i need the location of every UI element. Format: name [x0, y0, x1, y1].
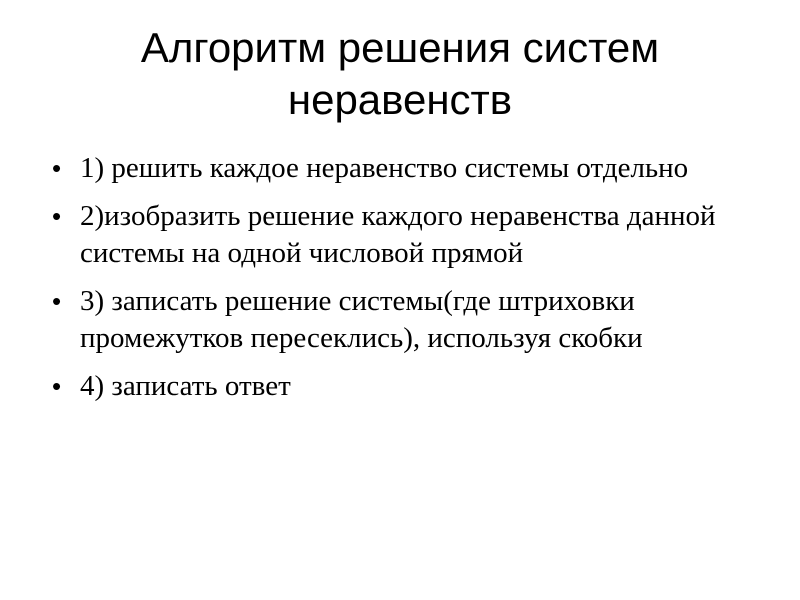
- bullet-text: 1) решить каждое неравенство системы отдельно: [80, 152, 689, 184]
- bullet-text: 2)изобразить решение каждого неравенства данной системы на одной числовой прямой: [80, 200, 716, 269]
- bullet-list: [52, 150, 768, 416]
- list-item: [52, 150, 768, 187]
- slide-title: Алгоритм решения систем неравенств: [140, 24, 660, 123]
- bullet-icon: •: [52, 286, 62, 316]
- list-item: [52, 368, 768, 405]
- bullet-icon: •: [52, 371, 62, 401]
- bullet-text: 4) записать ответ: [80, 370, 291, 402]
- list-item: [52, 283, 768, 357]
- bullet-icon: •: [52, 201, 62, 231]
- bullet-icon: •: [52, 153, 62, 183]
- bullet-text: 3) записать решение системы(где штриховки промежутков пересеклись), используя скобки: [80, 285, 643, 354]
- list-item: [52, 198, 768, 272]
